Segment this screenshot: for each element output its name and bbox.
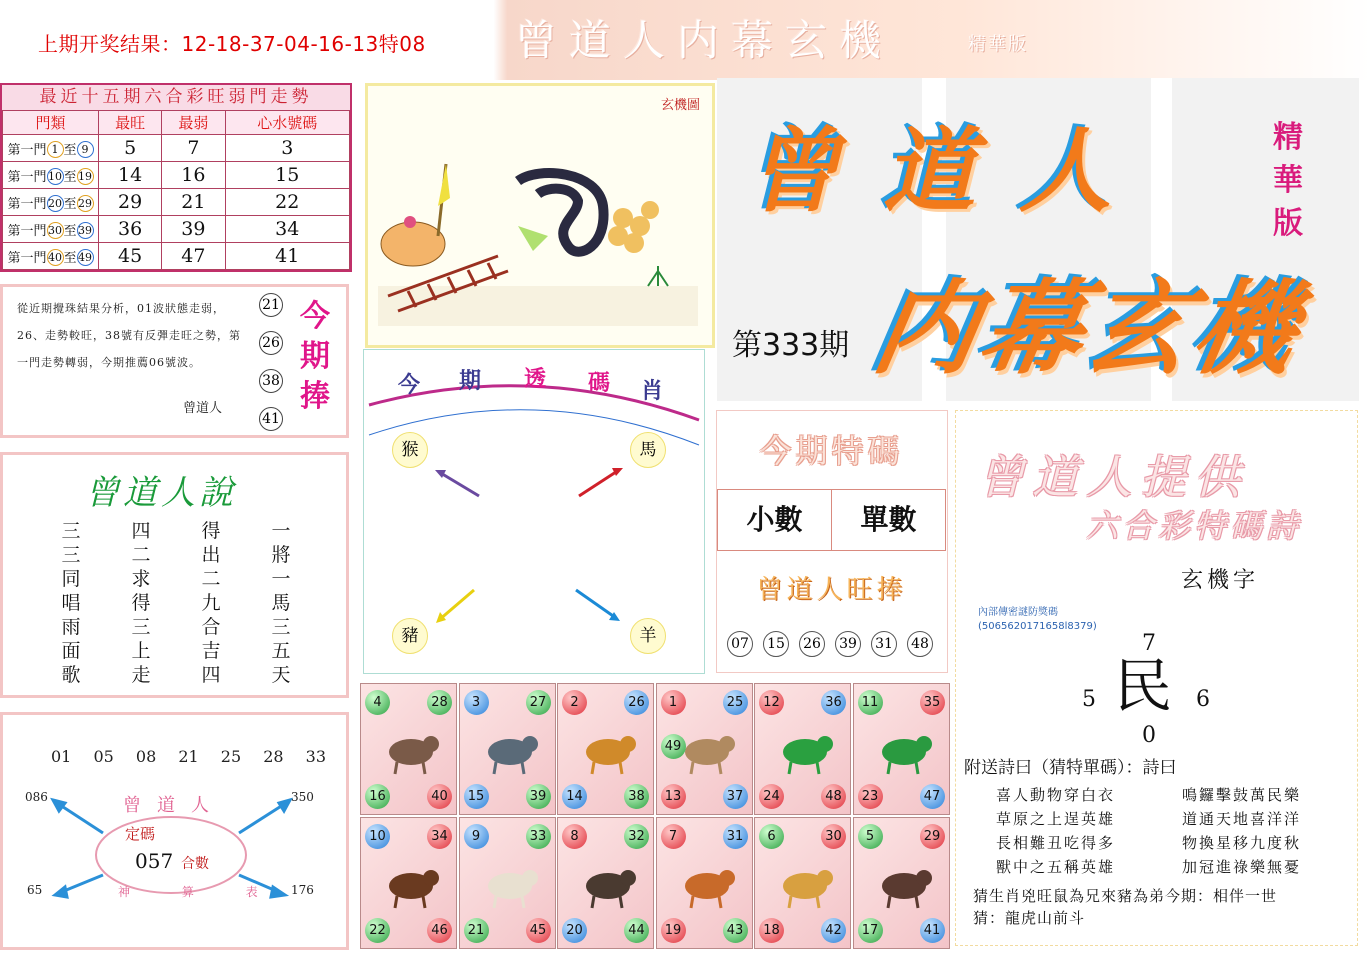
to-label: 至 [63,197,77,212]
zodiac-cell [754,817,851,949]
poem-intro: 附送詩曰（猜特單碼）：詩曰 [964,758,1177,778]
tip-value: 22 [225,189,349,216]
zodiac-arrows [364,350,704,672]
zodiac-title-char: 透 [524,366,547,392]
pick-number: 21 [259,293,283,317]
animal-icon [482,720,538,776]
period-label: 第333期 [732,328,850,363]
animal-icon [679,854,735,910]
number-ball: 23 [858,784,883,809]
pick-number: 38 [259,369,283,393]
animal-icon [777,854,833,910]
number-ball: 20 [562,918,587,943]
zodiac-animal-br: 羊 [630,618,666,654]
poem-line: 喜人動物穿白衣 [996,786,1116,804]
gate-label: 第一門 [7,143,47,158]
poem-footer2: 猜：龍虎山前斗 [973,909,1086,927]
header-title: 曾道人内幕玄機 [515,16,894,65]
header-edition: 精華版 [968,34,1028,55]
gate-label: 第一門 [7,251,47,266]
analysis-text: 從近期攪珠結果分析，01波狀態走弱，26、走勢較旺，38號有反彈走旺之勢，第一門走勢轉弱，今期推薦06號波。 [17,302,241,369]
last-result: 上期开奖结果：12-18-37-04-16-13特08 [38,32,426,56]
weak-value: 21 [162,189,225,216]
number-ball: 11 [858,690,883,715]
strong-value: 29 [99,189,162,216]
range-start: 10 [48,169,62,183]
table-row [3,189,350,216]
poem-line: 道通天地喜洋洋 [1182,810,1302,828]
weak-value: 47 [162,243,225,270]
zodiac-title-char: 肖 [641,378,664,404]
range-start: 30 [48,223,62,237]
brand-edition: 精華版 [1273,120,1303,241]
special-number: 31 [871,631,897,657]
code-ding-label: 定碼 [125,825,156,843]
special-number: 26 [799,631,825,657]
number-ball: 39 [526,784,551,809]
number-ball: 17 [858,918,883,943]
number-ball: 18 [759,918,784,943]
poem-title1: 曾道人提供 [978,450,1248,504]
tip-value: 41 [225,243,349,270]
animal-icon [679,720,735,776]
number-ball: 47 [920,784,945,809]
zodiac-title-char: 期 [459,368,482,394]
poem-xjz-label: 玄機字 [1181,568,1260,593]
number-ball: 45 [526,918,551,943]
corner-bl: 65 [27,883,43,897]
number-ball: 14 [562,784,587,809]
corner-tl: 086 [25,790,48,804]
pick-number: 41 [259,407,283,431]
says-panel [0,452,349,698]
animal-icon [383,720,439,776]
number-ball: 28 [427,690,452,715]
code-numbers: 01 05 08 21 25 28 33 [51,747,327,766]
number-ball: 19 [661,918,686,943]
strong-value: 5 [99,135,162,162]
poem-line: 獸中之五稱英雄 [996,858,1116,876]
number-ball: 31 [723,824,748,849]
number-ball: 27 [526,690,551,715]
col-header: 門類 [3,111,99,135]
corner-br: 176 [291,883,314,897]
number-ball: 36 [821,690,846,715]
number-ball: 16 [365,784,390,809]
zodiac-title-char: 今 [398,372,421,398]
zodiac-cell [557,817,654,949]
poem-riddle-char: 民 [1114,652,1173,720]
zodiac-cell [656,817,753,949]
number-ball: 38 [624,784,649,809]
special-cell-odd: 單數 [831,489,946,551]
says-column: 一將一馬三五天 [271,520,291,686]
number-ball: 3 [464,690,489,715]
trend-table [2,110,350,270]
weak-value: 7 [162,135,225,162]
number-ball: 30 [821,824,846,849]
table-row [3,243,350,270]
special-number: 48 [907,631,933,657]
animal-number-grid [358,681,954,949]
arrow-diagram [3,715,346,947]
poem-line: 長相難丑吃得多 [996,834,1116,852]
says-column: 四二求得三上走 [131,520,151,686]
riddle-right: 6 [1196,687,1210,712]
special-title: 今期特碼 [759,432,904,470]
strong-value: 45 [99,243,162,270]
number-ball: 33 [526,824,551,849]
zodiac-animal-tl: 猴 [392,432,428,468]
pick-label: 今期捧 [300,299,330,414]
to-label: 至 [63,224,77,239]
number-ball: 15 [464,784,489,809]
gate-label: 第一門 [7,197,47,212]
table-row [3,162,350,189]
poem-small-code: (5065620171658l8379) [978,621,1097,632]
range-end: 29 [78,196,93,210]
number-ball: 9 [464,824,489,849]
tip-value: 3 [225,135,349,162]
poem-line: 草原之上逞英雄 [996,810,1116,828]
zodiac-title-char: 碼 [588,370,611,396]
zodiac-cell [360,817,457,949]
zodiac-cell [557,683,654,815]
poem-title2: 六合彩特碼詩 [1086,507,1303,545]
animal-icon [876,720,932,776]
animal-icon [580,854,636,910]
number-ball: 41 [920,918,945,943]
animal-icon [777,720,833,776]
number-ball: 7 [661,824,686,849]
animal-icon [383,854,439,910]
col-header: 心水號碼 [225,111,349,135]
zodiac-cell [853,683,950,815]
gate-label: 第一門 [7,224,47,239]
animal-icon [876,854,932,910]
poem-line: 加冠進祿樂無憂 [1182,858,1302,876]
number-ball: 13 [661,784,686,809]
mystery-illustration [368,86,712,345]
range-start: 1 [47,141,64,158]
number-ball: 1 [661,690,686,715]
zodiac-cell [853,817,950,949]
riddle-left: 5 [1082,687,1096,712]
animal-icon [580,720,636,776]
code-value: 057 [135,849,174,873]
zodiac-cell [459,683,556,815]
number-ball: 43 [723,918,748,943]
col-header: 最弱 [162,111,225,135]
pick-number: 26 [259,331,283,355]
number-ball: 12 [759,690,784,715]
special-title2: 曾道人旺捧 [756,575,907,605]
strong-value: 36 [99,216,162,243]
number-ball: 46 [427,918,452,943]
mystery-label: 玄機圖 [660,98,700,113]
number-ball: 21 [464,918,489,943]
special-cell-small: 小數 [717,489,832,551]
number-ball: 6 [759,824,784,849]
tip-value: 15 [225,162,349,189]
mystery-picture-panel [365,83,715,348]
animal-icon [482,854,538,910]
range-end: 39 [78,223,93,237]
special-code-panel [716,410,948,673]
to-label: 至 [63,143,77,158]
says-title: 曾道人說 [85,473,237,513]
header-banner [0,0,1371,80]
number-ball: 5 [858,824,883,849]
number-ball: 8 [562,824,587,849]
number-ball: 40 [427,784,452,809]
number-ball: 25 [723,690,748,715]
weak-value: 39 [162,216,225,243]
number-ball: 4 [365,690,390,715]
poem-line: 物換星移九度秋 [1182,834,1302,852]
poem-panel [955,410,1358,946]
range-start: 40 [48,250,62,264]
col-header: 最旺 [99,111,162,135]
zodiac-panel [363,349,705,674]
poem-line: 鳴鑼擊鼓萬民樂 [1182,786,1302,804]
poem-small-note: 內部傳密謎防獎碼 [978,607,1058,618]
trend-table-panel [0,83,352,272]
number-ball: 29 [920,824,945,849]
riddle-top: 7 [1142,631,1156,656]
number-ball: 32 [624,824,649,849]
range-end: 49 [78,250,93,264]
to-label: 至 [63,170,77,185]
zodiac-cell [656,683,753,815]
number-ball: 2 [562,690,587,715]
says-column: 得出二九合吉四 [201,520,221,686]
brand-line2: 内幕玄機 [865,269,1311,389]
code-panel [0,712,349,950]
number-ball: 34 [427,824,452,849]
table-row [3,216,350,243]
number-ball: 42 [821,918,846,943]
corner-tr: 350 [291,790,314,804]
zodiac-cell [360,683,457,815]
number-ball: 44 [624,918,649,943]
analysis-panel [0,284,349,438]
brand-line1: 曾道人 [747,117,1156,225]
riddle-bottom: 0 [1142,723,1156,748]
gate-label: 第一門 [7,170,47,185]
number-ball: 24 [759,784,784,809]
code-bottom-label: 神 算 表 [118,885,282,899]
number-ball: 22 [365,918,390,943]
says-column: 三三同唱雨面歌 [61,520,81,686]
number-ball: 48 [821,784,846,809]
code-he-label: 合數 [181,856,209,872]
trend-title: 最近十五期六合彩旺弱門走勢 [2,85,350,110]
special-number: 15 [763,631,789,657]
table-row [3,135,350,162]
analysis-signature: 曾道人 [183,401,223,416]
to-label: 至 [63,251,77,266]
zodiac-cell [459,817,556,949]
zodiac-animal-bl: 豬 [392,618,428,654]
poem-footer1: 猜生肖兇旺鼠為兄來豬為弟今期：相伴一世 [973,887,1278,905]
special-number: 07 [727,631,753,657]
number-ball: 10 [365,824,390,849]
tip-value: 34 [225,216,349,243]
number-ball: 37 [723,784,748,809]
zodiac-cell [754,683,851,815]
brand-panel [717,78,1359,405]
range-end: 9 [77,141,94,158]
number-ball: 35 [920,690,945,715]
range-start: 20 [48,196,62,210]
number-ball: 49 [661,734,686,759]
code-name: 曾道人 [123,795,225,816]
strong-value: 14 [99,162,162,189]
zodiac-animal-tr: 馬 [630,432,666,468]
weak-value: 16 [162,162,225,189]
number-ball: 26 [624,690,649,715]
range-end: 19 [78,169,93,183]
special-number: 39 [835,631,861,657]
